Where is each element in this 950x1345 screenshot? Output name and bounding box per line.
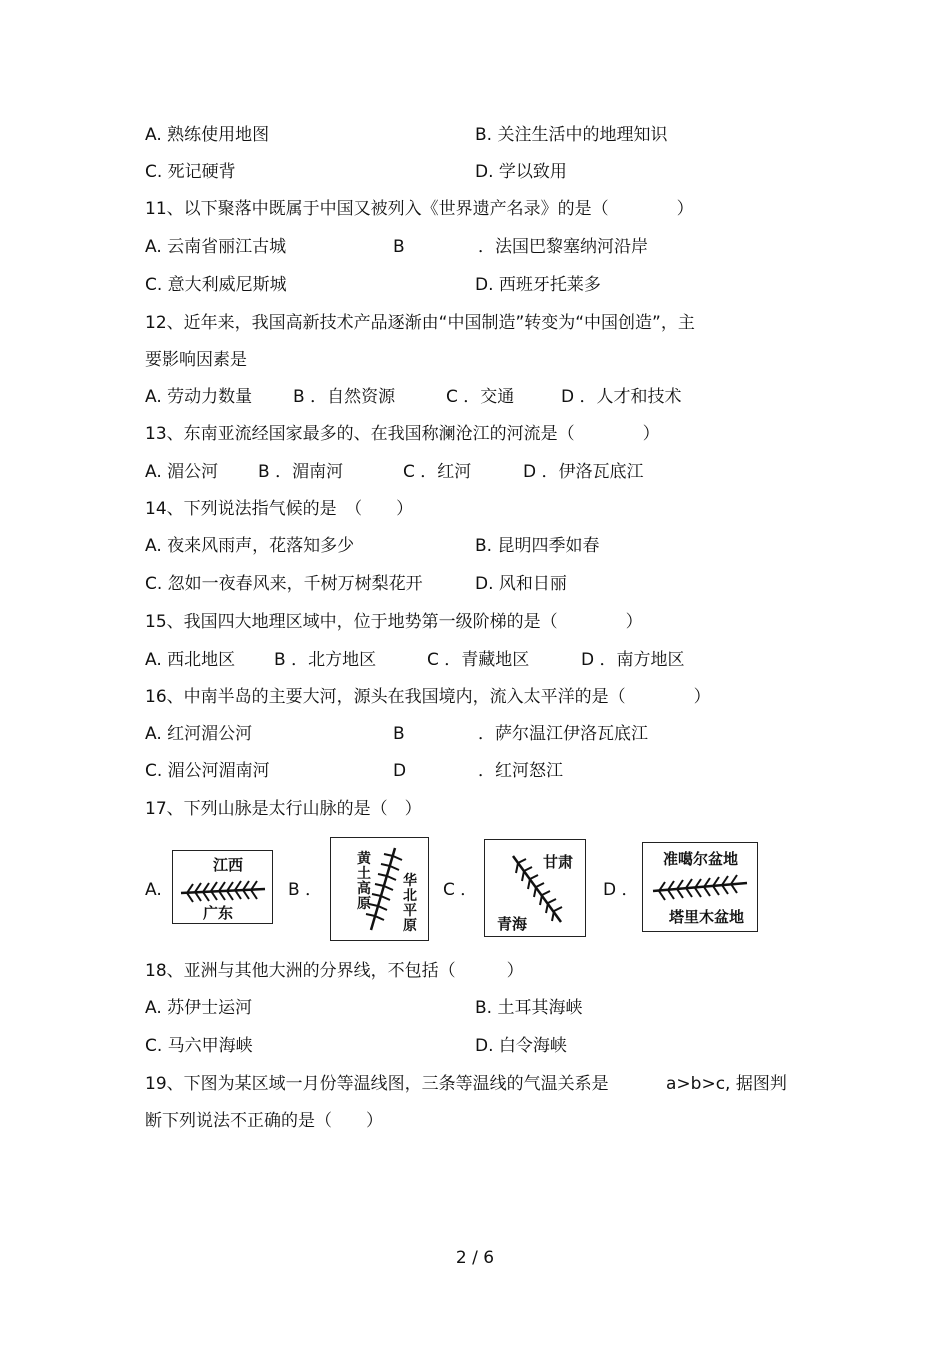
q11-option-d: D. 西班牙托莱多 bbox=[475, 275, 601, 295]
q18-option-b: B. 土耳其海峡 bbox=[475, 998, 583, 1018]
q13-option-a: A. 湄公河 bbox=[145, 462, 219, 482]
q17-map-b bbox=[330, 837, 429, 941]
q16-stem: 16、中南半岛的主要大河，源头在我国境内，流入太平洋的是（ ） bbox=[145, 687, 711, 707]
q17-option-a: A. bbox=[145, 880, 162, 900]
q12-option-d: D ．人才和技术 bbox=[561, 387, 682, 407]
q13-option-b: B ．湄南河 bbox=[258, 462, 344, 482]
q16-option-c: C. 湄公河湄南河 bbox=[145, 761, 270, 781]
q11-option-a: A. 云南省丽江古城 bbox=[145, 237, 287, 257]
q15-option-d: D ．南方地区 bbox=[581, 650, 685, 670]
q19-stem-line1a: 19、下图为某区域一月份等温线图，三条等温线的气温关系是 bbox=[145, 1074, 609, 1094]
q12-stem-line1: 12、近年来，我国高新技术产品逐渐由“中国制造”转变为“中国创造”，主 bbox=[145, 313, 695, 333]
q14-stem: 14、下列说法指气候的是 （ ） bbox=[145, 499, 414, 519]
q14-option-a: A. 夜来风雨声，花落知多少 bbox=[145, 536, 355, 556]
map-d-label-bottom: 塔里木盆地 bbox=[669, 908, 745, 926]
q17-map-d bbox=[642, 842, 758, 932]
q16-option-b-text: ．萨尔温江伊洛瓦底江 bbox=[478, 724, 648, 744]
q13-stem: 13、东南亚流经国家最多的、在我国称澜沧江的河流是（ ） bbox=[145, 424, 660, 444]
q17-option-c: C ． bbox=[443, 880, 478, 900]
map-b-label-left: 黄土高原 bbox=[357, 851, 371, 912]
q11-option-b-text: ．法国巴黎塞纳河沿岸 bbox=[478, 237, 648, 257]
q12-stem-line2: 要影响因素是 bbox=[145, 350, 247, 370]
q14-option-c: C. 忽如一夜春风来，千树万树梨花开 bbox=[145, 574, 423, 594]
q14-option-b: B. 昆明四季如春 bbox=[475, 536, 600, 556]
q18-option-d: D. 白令海峡 bbox=[475, 1036, 567, 1056]
q15-option-a: A. 西北地区 bbox=[145, 650, 236, 670]
map-a-label-top: 江西 bbox=[213, 856, 244, 874]
q11-option-c: C. 意大利威尼斯城 bbox=[145, 275, 287, 295]
q13-option-d: D ．伊洛瓦底江 bbox=[523, 462, 644, 482]
q18-stem: 18、亚洲与其他大洲的分界线，不包括（ ） bbox=[145, 961, 524, 981]
map-c-label-bottom: 青海 bbox=[497, 915, 528, 933]
q15-option-c: C ．青藏地区 bbox=[427, 650, 530, 670]
q18-option-a: A. 苏伊士运河 bbox=[145, 998, 253, 1018]
q16-option-a: A. 红河湄公河 bbox=[145, 724, 253, 744]
q12-option-b: B ．自然资源 bbox=[293, 387, 396, 407]
q15-stem: 15、我国四大地理区域中，位于地势第一级阶梯的是（ ） bbox=[145, 612, 643, 632]
q16-option-b-letter: B bbox=[393, 724, 405, 744]
q11-stem: 11、以下聚落中既属于中国又被列入《世界遗产名录》的是（ ） bbox=[145, 199, 694, 219]
q17-option-d: D ． bbox=[603, 880, 639, 900]
map-b-label-right: 华北平原 bbox=[403, 873, 417, 934]
q14-option-d: D. 风和日丽 bbox=[475, 574, 567, 594]
q17-map-a bbox=[172, 850, 273, 924]
q10-option-b: B. 关注生活中的地理知识 bbox=[475, 125, 668, 145]
q10-option-c: C. 死记硬背 bbox=[145, 162, 236, 182]
q10-option-a: A. 熟练使用地图 bbox=[145, 125, 270, 145]
q12-option-c: C ．交通 bbox=[446, 387, 515, 407]
q18-option-c: C. 马六甲海峡 bbox=[145, 1036, 253, 1056]
q19-stem-line1b: a>b>c, 据图判 bbox=[666, 1074, 787, 1094]
q12-option-a: A. 劳动力数量 bbox=[145, 387, 253, 407]
map-a-label-bottom: 广东 bbox=[203, 904, 234, 922]
q16-option-d-text: ．红河怒江 bbox=[478, 761, 563, 781]
q17-map-c bbox=[484, 839, 586, 937]
q17-stem: 17、下列山脉是太行山脉的是（ ） bbox=[145, 799, 422, 819]
q13-option-c: C ．红河 bbox=[403, 462, 472, 482]
q11-option-b-letter: B bbox=[393, 237, 405, 257]
page-number: 2 / 6 bbox=[455, 1248, 495, 1268]
q19-stem-line2: 断下列说法不正确的是（ ） bbox=[145, 1111, 383, 1131]
q15-option-b: B ．北方地区 bbox=[274, 650, 377, 670]
q17-option-b: B ． bbox=[288, 880, 323, 900]
map-d-label-top: 准噶尔盆地 bbox=[663, 850, 739, 868]
q10-option-d: D. 学以致用 bbox=[475, 162, 567, 182]
map-c-label-top: 甘肃 bbox=[543, 853, 574, 871]
q16-option-d-letter: D bbox=[393, 761, 407, 781]
